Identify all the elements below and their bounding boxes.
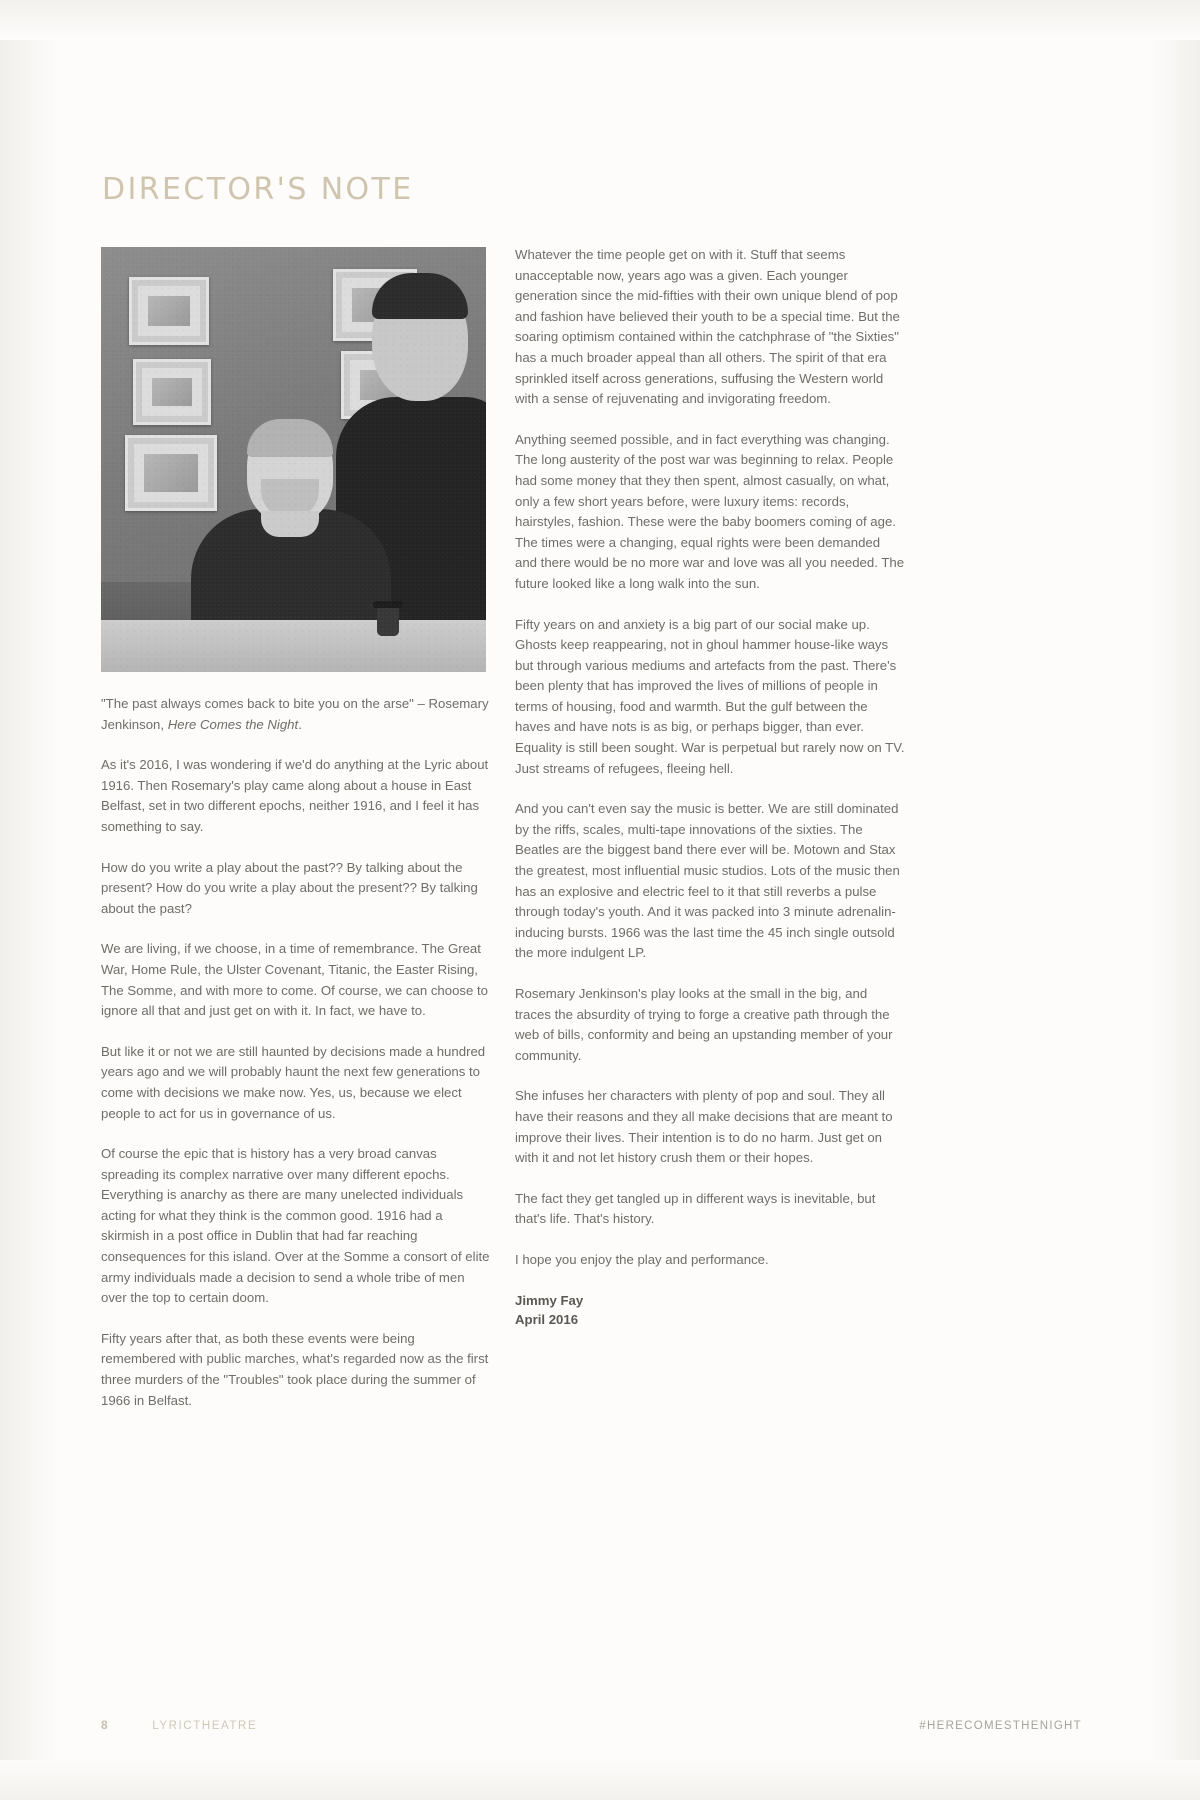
page-number: 8 [101,1718,109,1732]
pull-quote-play-title: Here Comes the Night [167,716,299,732]
signature-block [515,1291,905,1329]
pull-quote-text: "The past always comes back to bite you on the arse" – Rosemary Jenkinson, [101,696,489,732]
pull-quote [101,694,491,735]
paragraph: I hope you enjoy the play and performance. [515,1251,769,1267]
paragraph: Fifty years after that, as both these events were being remembered with public marches, what's regarded now as the first three murders of the "Troubles" took place during the summer of 1966 in Belfast. [101,1330,489,1408]
director-photo [101,247,486,672]
left-text-column [101,694,491,1411]
paragraph: We are living, if we choose, in a time of remembrance. The Great War, Home Rule, the Ulster Covenant, Titanic, the Easter Rising, The Somme, and with more to come. Of course, we can choose to ignore all that and just get on with it. In fact, we have to. [101,941,489,1019]
paragraph: Of course the epic that is history has a very broad canvas spreading its complex narrative over many different epochs. Everything is anarchy as there are many unelected individuals acting for what they think is the common good. 1916 had a skirmish in a post office in Dublin that had far reaching consequences for this island. Over at the Somme a consort of elite army individuals made a decision to send a whole tribe of men over the top to certain doom. [101,1146,490,1306]
paragraph: As it's 2016, I was wondering if we'd do anything at the Lyric about 1916. Then Rosemary's play came along about a house in East Belfast, set in two different epochs, neither 1916, and I feel it has something to say. [101,757,489,834]
paragraph: Rosemary Jenkinson's play looks at the small in the big, and traces the absurdity of trying to forge a creative path through the web of bills, conformity and being an upstanding member of your community. [515,986,893,1063]
page-edge-shading-left [0,0,60,1800]
photo-film-grain [101,247,486,672]
paragraph: Fifty years on and anxiety is a big part of our social make up. Ghosts keep reappearing, not in ghoul hammer house-like ways but through various mediums and artefacts from the past. There's been plenty that has improved the lives of millions of people in terms of housing, food and warmth. But the gulf between the haves and have nots is as big, or perhaps bigger, than ever. Equality is still been sought. War is perpetual but rarely now on TV. Just streams of refugees, fleeing hell. [515,616,905,776]
page-title: DIRECTOR'S NOTE [102,172,414,208]
paragraph: But like it or not we are still haunted by decisions made a hundred years ago and we will probably haunt the next few generations to come with decisions we make now. Yes, us, because we elect people to act for us in governance of us. [101,1043,486,1121]
page-edge-shading-top [0,0,1200,40]
paragraph: How do you write a play about the past?? By talking about the present? How do you write a play about the present?? By talking about the past? [101,859,478,916]
footer-left [101,1718,257,1732]
paragraph: She infuses her characters with plenty of pop and soul. They all have their reasons and they all make decisions that are meant to improve their lives. Their intention is to do no harm. Just get on with it and not let history crush them or their hopes. [515,1088,893,1166]
paragraph: Whatever the time people get on with it. Stuff that seems unacceptable now, years ago was a given. Each younger generation since the mid-fifties with their own unique blend of pop and fashion have believed their youth to be a special time. But the soaring optimism contained within the catchphrase of "the Sixties" has a much broader appeal than all others. The spirit of that era sprinkled itself across generations, suffusing the Western world with a sense of rejuvenating and invigorating freedom. [515,247,900,407]
paragraph: Anything seemed possible, and in fact everything was changing. The long austerity of the post war was beginning to relax. People had some money that they then spent, almost casually, on what, only a few short years before, were luxury items: records, hairstyles, fashion. These were the baby boomers coming of age. The times were a changing, equal rights were been demanded and there would be no more war and love was all you needed. The future looked like a long walk into the sun. [515,431,905,591]
signature-name: Jimmy Fay [515,1292,584,1308]
right-text-column [515,245,905,1329]
paragraph: The fact they get tangled up in different ways is inevitable, but that's life. That's history. [515,1190,876,1227]
pull-quote-end: . [298,716,302,732]
page-edge-shading-right [1150,0,1200,1800]
paragraph: And you can't even say the music is better. We are still dominated by the riffs, scales, multi-tape innovations of the sixties. The Beatles are the biggest band there ever will be. Motown and Stax the greatest, most influential music studios. Lots of the music then has an explosive and electric feel to it that still reverbs a pulse through today's youth. And it was packed into 3 minute adrenalin-inducing bursts. 1966 was the last time the 45 inch single outsold the more indulgent LP. [515,801,900,961]
footer-brand: LYRICTHEATRE [152,1720,258,1732]
page-edge-shading-bottom [0,1760,1200,1800]
signature-date: April 2016 [515,1311,579,1327]
footer-hashtag: #HERECOMESTHENIGHT [919,1720,1082,1732]
